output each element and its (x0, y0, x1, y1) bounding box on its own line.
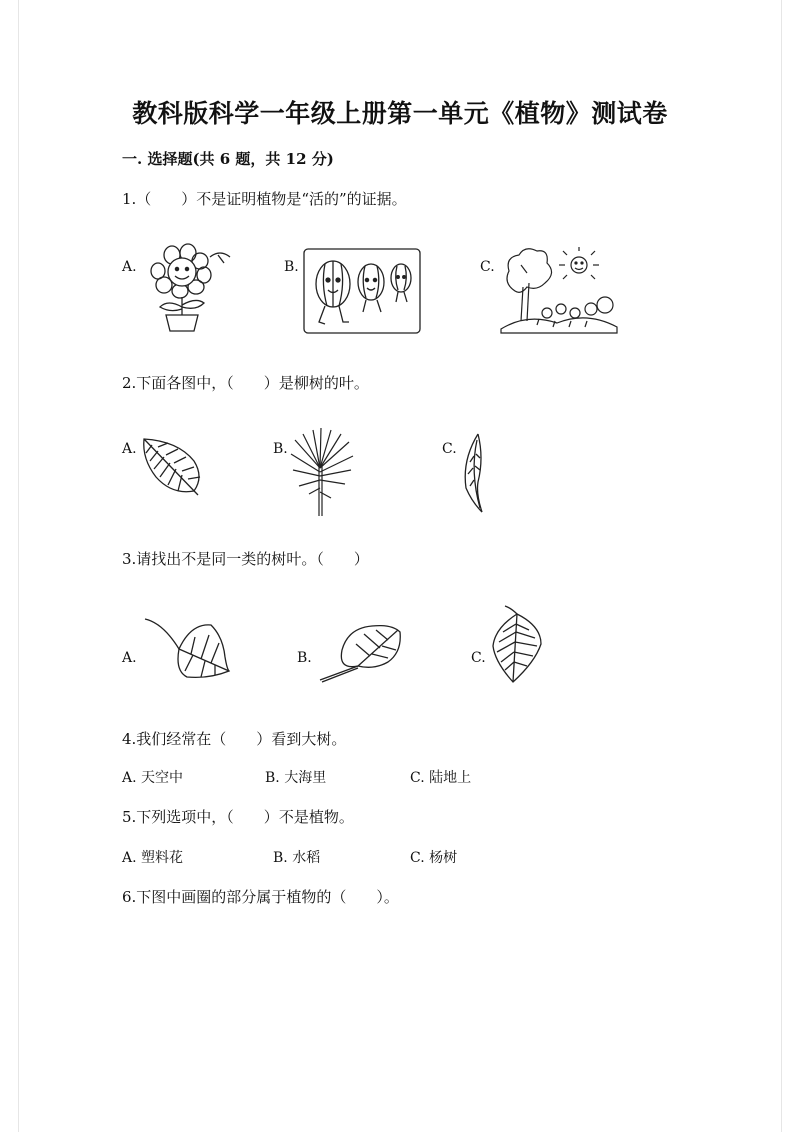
tree-and-sun-scene-illustration (497, 243, 621, 335)
q5-option-b: B. 水稻 (273, 850, 321, 866)
q5-option-a: A. 塑料花 (122, 850, 184, 866)
serrated-leaf-illustration (138, 433, 208, 499)
q4-option-b: B. 大海里 (265, 770, 327, 786)
page-left-edge (18, 0, 19, 1132)
question-2-stem: 2.下面各图中，（ ）是柳树的叶。 (122, 374, 369, 392)
q4-option-c: C. 陆地上 (410, 770, 472, 786)
page-right-edge (781, 0, 782, 1132)
q2-option-a-label: A. (122, 441, 137, 457)
walking-watermelons-illustration (303, 248, 421, 334)
birch-leaf-illustration (489, 604, 549, 684)
q3-option-a-label: A. (122, 650, 137, 666)
q1-option-c-label: C. (480, 259, 495, 275)
willow-leaf-illustration (458, 432, 488, 516)
q1-option-b-label: B. (284, 259, 299, 275)
question-6-stem: 6.下图中画圈的部分属于植物的（ ）。 (122, 888, 399, 906)
q1-option-a-label: A. (122, 259, 137, 275)
q3-option-c-label: C. (471, 650, 486, 666)
q2-option-b-label: B. (273, 441, 288, 457)
q2-option-c-label: C. (442, 441, 457, 457)
q5-option-c: C. 杨树 (410, 850, 458, 866)
heart-leaf-illustration (318, 622, 404, 684)
rounded-leaf-illustration (143, 613, 235, 683)
question-4-stem: 4.我们经常在（ ）看到大树。 (122, 730, 347, 748)
section-heading: 一. 选择题(共 6 题，共 12 分) (122, 150, 334, 168)
q3-option-b-label: B. (297, 650, 312, 666)
flower-in-pot-illustration (138, 245, 238, 335)
page-title: 教科版科学一年级上册第一单元《植物》测试卷 (132, 99, 668, 128)
q4-option-a: A. 天空中 (122, 770, 184, 786)
question-1-stem: 1.（ ）不是证明植物是“活的”的证据。 (122, 190, 407, 208)
pine-needles-illustration (287, 428, 357, 518)
question-5-stem: 5.下列选项中，（ ）不是植物。 (122, 808, 354, 826)
question-3-stem: 3.请找出不是同一类的树叶。（ ） (122, 550, 369, 568)
